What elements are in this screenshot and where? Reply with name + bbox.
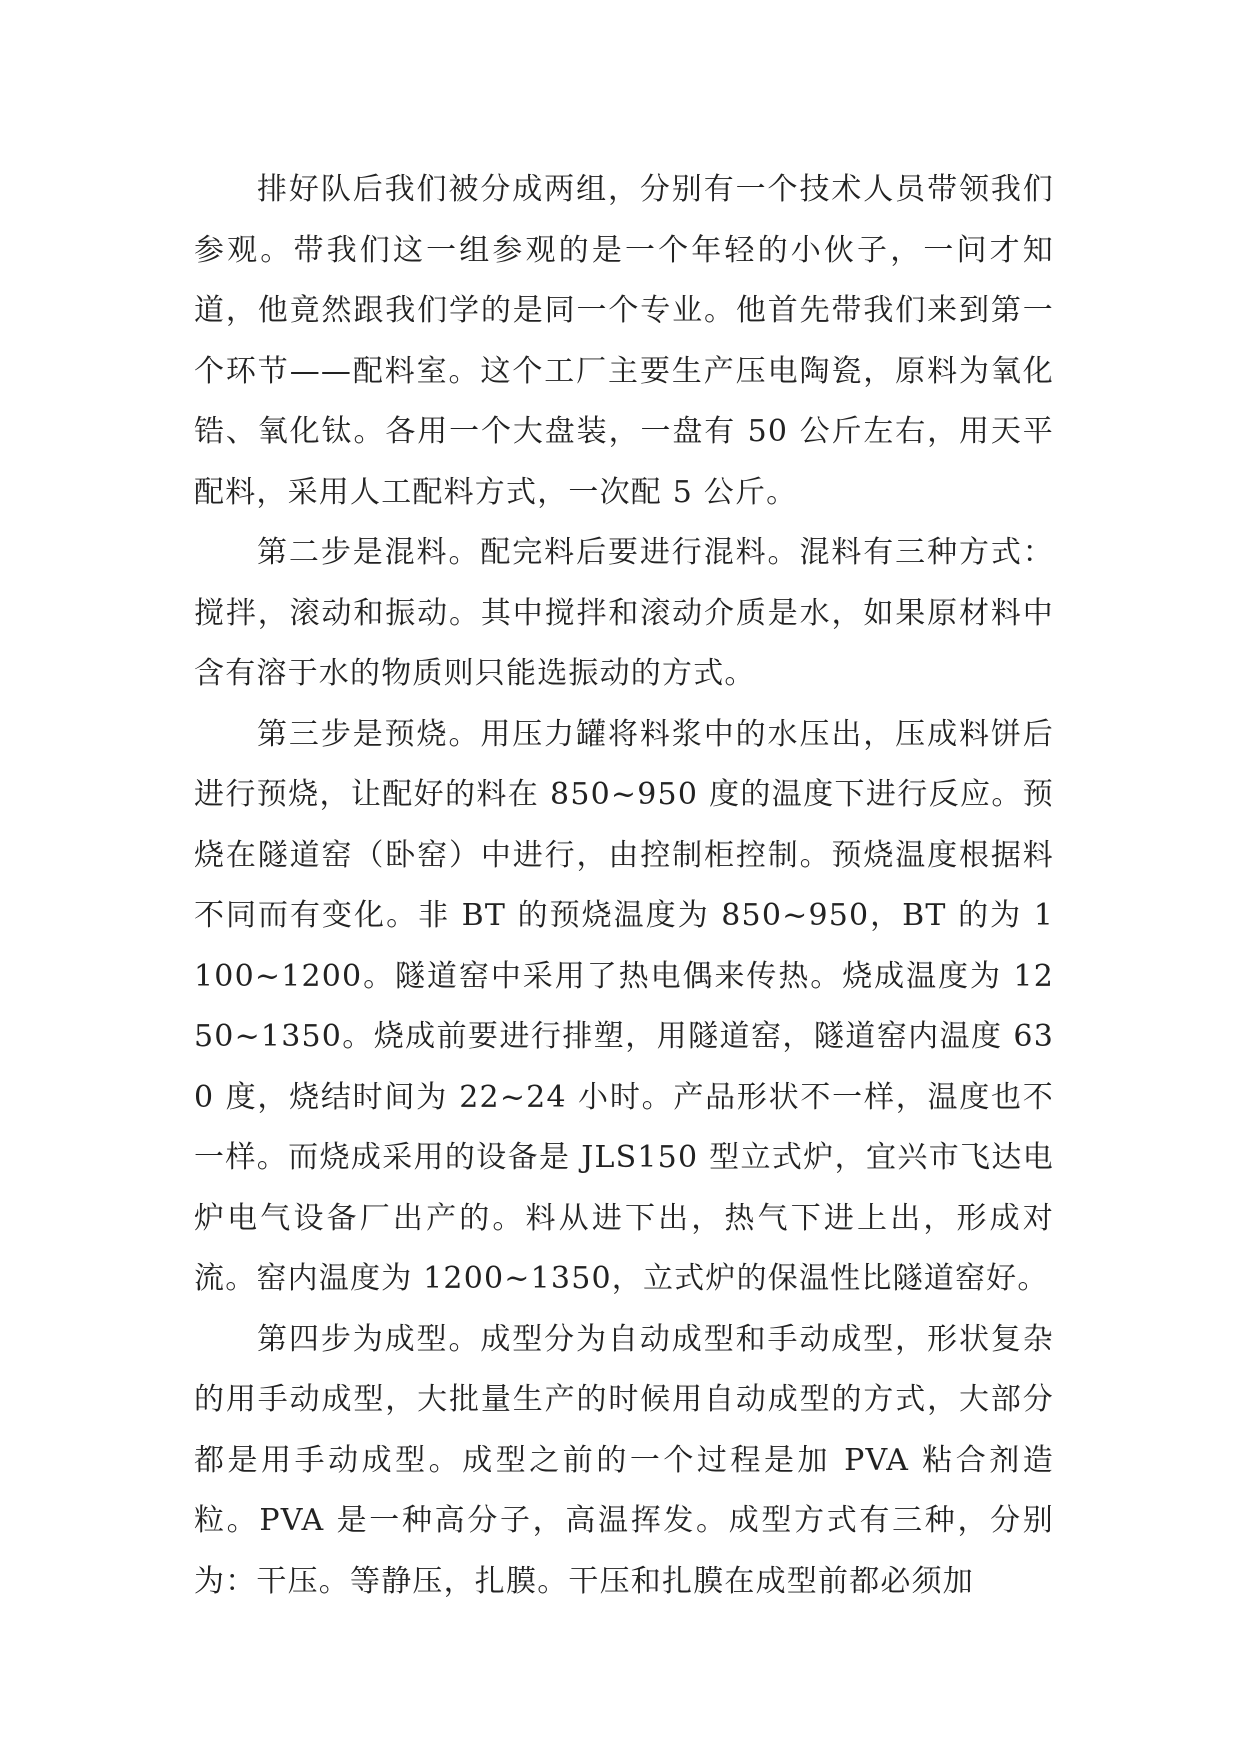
paragraph-forming: 第四步为成型。成型分为自动成型和手动成型，形状复杂的用手动成型，大批量生产的时候用自动成型的方式，大部分都是用手动成型。成型之前的一个过程是加 PVA 粘合剂造粒。PVA 是一种高分子，高温挥发。成型方式有三种，分别为：干压。等静压，扎膜。干压和扎膜在成型前都必须加 [194, 1321, 1054, 1599]
paragraph-mixing: 第二步是混料。配完料后要进行混料。混料有三种方式：搅拌，滚动和振动。其中搅拌和滚动介质是水，如果原材料中含有溶于水的物质则只能选振动的方式。 [194, 535, 1054, 691]
paragraph-batching-room: 排好队后我们被分成两组，分别有一个技术人员带领我们参观。带我们这一组参观的是一个年轻的小伙子，一问才知道，他竟然跟我们学的是同一个专业。他首先带我们来到第一个环节——配料室。这个工厂主要生产压电陶瓷，原料为氧化锆、氧化钛。各用一个大盘装，一盘有 50 公斤左右，用天平配料，采用人工配料方式，一次配 5 公斤。 [194, 172, 1054, 510]
paragraph-pre-firing: 第三步是预烧。用压力罐将料浆中的水压出，压成料饼后进行预烧，让配好的料在 850~950 度的温度下进行反应。预烧在隧道窑（卧窑）中进行，由控制柜控制。预烧温度根据料不同而有变化。非 BT 的预烧温度为 850~950，BT 的为 1100~1200。隧道窑中采用了热电偶来传热。烧成温度为 1250~1350。烧成前要进行排塑，用隧道窑，隧道窑内温度 630 度，烧结时间为 22~24 小时。产品形状不一样，温度也不一样。而烧成采用的设备是 JLS150 型立式炉，宜兴市飞达电炉电气设备厂出产的。料从进下出，热气下进上出，形成对流。窑内温度为 1200~1350，立式炉的保温性比隧道窑好。 [194, 716, 1054, 1296]
document-body [194, 160, 1054, 1612]
